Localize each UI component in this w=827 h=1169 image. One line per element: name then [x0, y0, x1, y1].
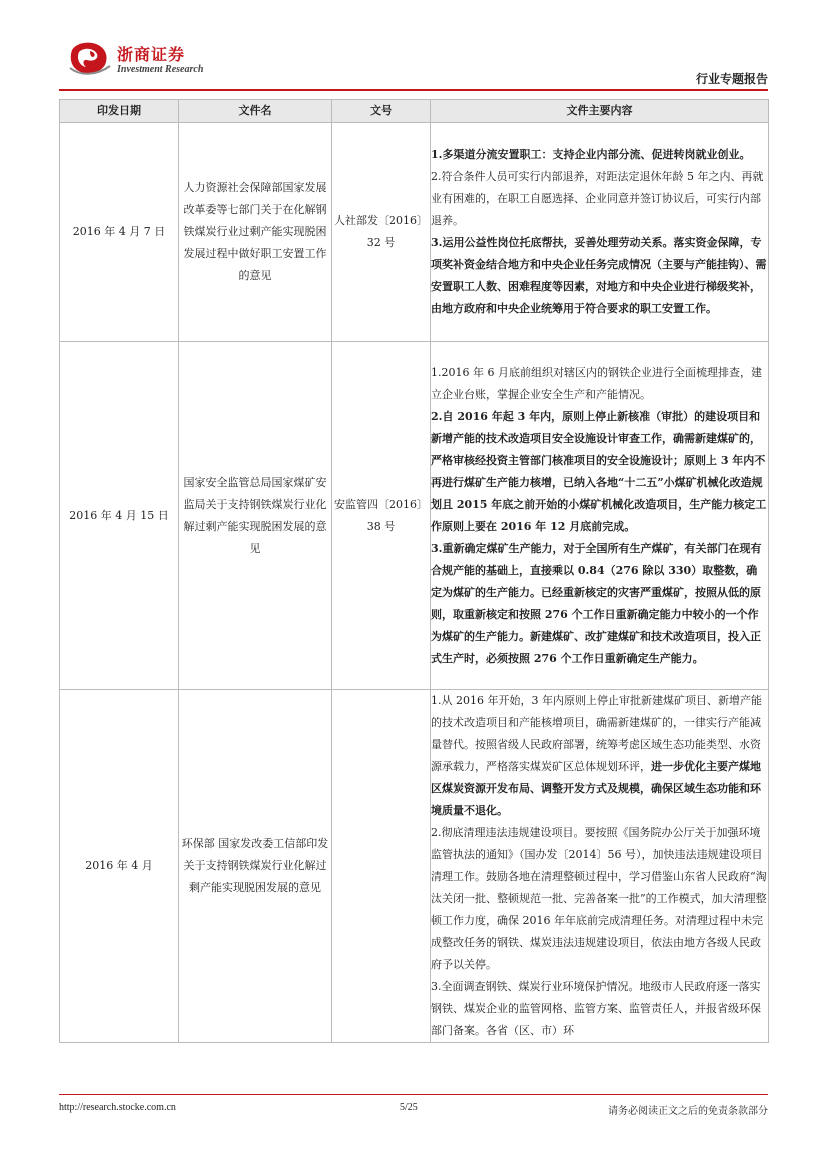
- row-doc-number: [332, 690, 431, 1043]
- content-paragraph: [431, 406, 768, 538]
- content-paragraph: [431, 690, 768, 822]
- content-paragraph: [431, 976, 768, 1042]
- content-text: 3.全面调查钢铁、煤炭行业环境保护情况。地级市人民政府逐一落实钢铁、煤炭企业的监管网格、监管方案、监管责任人，并报省级环保部门备案。各省（区、市）环: [431, 980, 761, 1037]
- content-bold: 2.自 2016 年起 3 年内，原则上停止新核准（审批）的建设项目和新增产能的技术改造项目安全设施设计审查工作，确需新建煤矿的，严格审核经投资主管部门核准项目的安全设施设计；原则上 3 年内不再进行煤矿生产能力核增，已纳入各地“十二五”小煤矿机械化改造规划且 2015 年底之前开始的小煤矿机械化改造项目，生产能力核定工作原则上要在 2016 年 12 月底前完成。: [431, 409, 767, 533]
- content-paragraph: [431, 538, 768, 670]
- row-content: [431, 123, 769, 342]
- content-bold: 3.运用公益性岗位托底帮扶，妥善处理劳动关系。落实资金保障，专项奖补资金结合地方和中央企业任务完成情况（主要与产能挂钩）、需安置职工人数、困难程度等因素，对地方和中央企业进行梯级奖补，由地方政府和中央企业统筹用于符合要求的职工安置工作。: [431, 236, 767, 315]
- row-content: [431, 342, 769, 690]
- row-date: 2016 年 4 月: [60, 690, 179, 1043]
- content-paragraph: [431, 232, 768, 320]
- content-bold: 3.重新确定煤矿生产能力，对于全国所有生产煤矿，有关部门在现有合规产能的基础上，直接乘以 0.84（276 除以 330）取整数，确定为煤矿的生产能力。已经重新核定的灾害严重煤矿，按照从低的原则，取重新核定和按照 276 个工作日重新确定能力中较小的一个作为煤矿的生产能力。新建煤矿、改扩建煤矿和技术改造项目，投入正式生产时，必须按照 276 个工作日重新确定生产能力。: [431, 541, 762, 665]
- row-file-name: 环保部 国家发改委工信部印发关于支持钢铁煤炭行业化解过剩产能实现脱困发展的意见: [179, 690, 332, 1043]
- brand-name-en: Investment Research: [117, 64, 204, 75]
- table-row: [60, 690, 769, 1043]
- content-text: 1.从 2016 年开始，3 年内原则上停止审批新建煤矿项目、新增产能的技术改造项目和产能核增项目，确需新建煤矿的，一律实行产能减量替代。按照省级人民政府部署，统筹考虑区域生态功能类型、水资源承载力，严格落实煤炭矿区总体规划环评，: [431, 694, 762, 773]
- disclaimer-notice: 请务必阅读正文之后的免责条款部分: [608, 1106, 768, 1117]
- content-text: 2.彻底清理违法违规建设项目。要按照《国务院办公厅关于加强环境监管执法的通知》（国办发〔2014〕56 号），加快违法违规建设项目清理工作。鼓励各地在清理整顿过程中，学习借鉴山东省人民政府“淘汰关闭一批、整顿规范一批、完善备案一批”的工作模式，加大清理整顿工作力度，确保 2016 年年底前完成清理任务。对清理过程中未完成整改任务的钢铁、煤炭违法违规建设项目，依法由地方各级人民政府予以关停。: [431, 826, 767, 971]
- brand-name-cn: 浙商证券: [117, 45, 186, 64]
- column-header-date: 印发日期: [60, 100, 179, 123]
- zheshang-securities-logo-icon: [66, 40, 112, 76]
- policy-documents-table: [59, 99, 769, 1043]
- footer-divider: [59, 1094, 768, 1095]
- table-header-row: [60, 100, 769, 123]
- row-date: 2016 年 4 月 7 日: [60, 123, 179, 342]
- column-header-doc-number: 文号: [332, 100, 431, 123]
- footer-url[interactable]: http://research.stocke.com.cn: [59, 1102, 176, 1113]
- page-number: 5/25: [400, 1102, 418, 1113]
- content-paragraph: [431, 822, 768, 976]
- header-divider: [59, 89, 768, 91]
- column-header-main-content: 文件主要内容: [431, 100, 769, 123]
- content-bold: 1.多渠道分流安置职工：支持企业内部分流、促进转岗就业创业。: [431, 148, 751, 161]
- column-header-file-name: 文件名: [179, 100, 332, 123]
- content-paragraph: [431, 166, 768, 232]
- content-paragraph: [431, 144, 768, 166]
- content-paragraph: [431, 362, 768, 406]
- row-date: 2016 年 4 月 15 日: [60, 342, 179, 690]
- row-file-name: 人力资源社会保障部国家发展改革委等七部门关于在化解钢铁煤炭行业过剩产能实现脱困发展过程中做好职工安置工作的意见: [179, 123, 332, 342]
- content-bold: 进一步优化主要产煤地区煤炭资源开发布局、调整开发方式及规模，确保区域生态功能和环境质量不退化。: [431, 760, 761, 817]
- row-file-name: 国家安全监管总局国家煤矿安监局关于支持钢铁煤炭行业化解过剩产能实现脱困发展的意见: [179, 342, 332, 690]
- row-content: [431, 690, 769, 1043]
- report-type-label: 行业专题报告: [695, 72, 768, 86]
- row-doc-number: 安监管四〔2016〕38 号: [332, 342, 431, 690]
- content-text: 2.符合条件人员可实行内部退养，对距法定退休年龄 5 年之内、再就业有困难的，在职工自愿选择、企业同意并签订协议后，可实行内部退养。: [431, 170, 764, 227]
- table-row: [60, 342, 769, 690]
- content-text: 1.2016 年 6 月底前组织对辖区内的钢铁企业进行全面梳理排查，建立企业台账，掌握企业安全生产和产能情况。: [431, 365, 762, 401]
- row-doc-number: 人社部发〔2016〕32 号: [332, 123, 431, 342]
- table-row: [60, 123, 769, 342]
